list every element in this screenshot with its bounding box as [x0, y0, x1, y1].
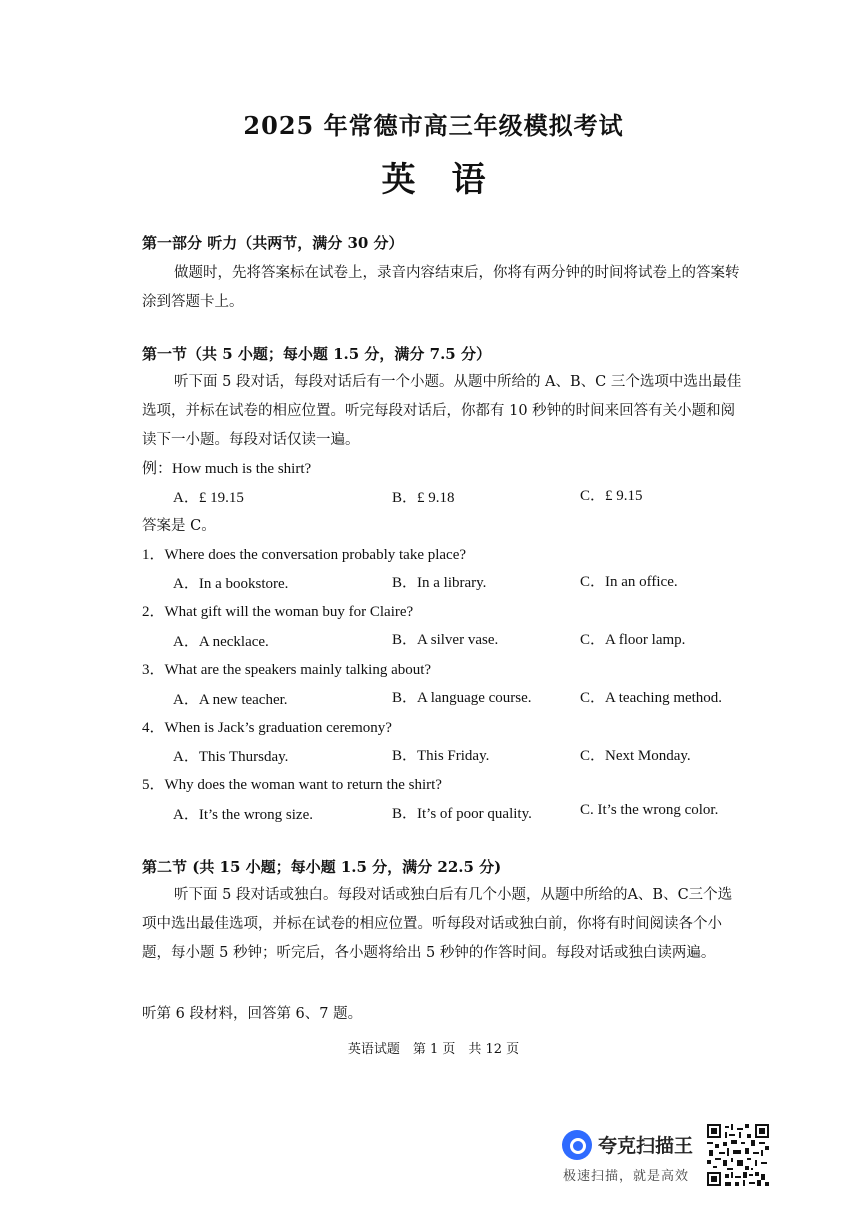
q1-option-c: C．In an office. [580, 574, 678, 590]
question-4: 4．When is Jack’s graduation ceremony? [142, 720, 392, 736]
part1-heading: 第一部分 听力（共两节，满分 30 分） [142, 234, 404, 252]
question-3: 3．What are the speakers mainly talking about? [142, 662, 432, 678]
exam-title: 2025 年常德市高三年级模拟考试 [243, 111, 624, 140]
page-footer: 英语试题 第 1 页 共 12 页 [347, 1042, 520, 1057]
section1-instructions: 听下面 5 段对话，每段对话后有一个小题。从题中所给的 A、B、C 三个选项中选出最佳选项，并标在试卷的相应位置。听完每段对话后，你都有 10 秒钟的时间来回答有关小题和阅读下一小题。每段对话仅读一遍。 [142, 374, 742, 448]
q3-option-a: A．A new teacher. [173, 692, 288, 708]
section2-instructions: 听下面 5 段对话或独白。每段对话或独白后有几个小题，从题中所给的A、B、C三个选项中选出最佳选项，并标在试卷的相应位置。听每段对话或独白前，你将有时间阅读各个小题，每小题 5 秒钟；听完后，各小题将给出 5 秒钟的作答时间。每段对话或独白读两遍。 [142, 887, 733, 961]
q2-option-b: B．A silver vase. [392, 632, 499, 648]
question-2: 2．What gift will the woman buy for Claire? [142, 604, 414, 620]
example-answer: 答案是 C。 [142, 518, 216, 534]
q2-option-a: A．A necklace. [173, 634, 269, 650]
q5-option-c: C. It’s the wrong color. [580, 802, 719, 818]
section1-heading: 第一节（共 5 小题；每小题 1.5 分，满分 7.5 分） [142, 345, 491, 363]
q3-option-c: C．A teaching method. [580, 690, 723, 706]
q4-option-c: C．Next Monday. [580, 748, 691, 764]
part1-intro: 做题时，先将答案标在试卷上，录音内容结束后，你将有两分钟的时间将试卷上的答案转涂到答题卡上。 [142, 265, 740, 310]
question-5: 5．Why does the woman want to return the shirt? [142, 777, 442, 793]
q5-option-a: A．It’s the wrong size. [173, 807, 313, 823]
watermark-tagline: 极速扫描，就是高效 [563, 1169, 690, 1184]
q4-option-a: A．This Thursday. [173, 749, 289, 765]
quark-logo-icon [562, 1130, 592, 1160]
example-option-c: C．£ 9.15 [580, 488, 643, 504]
qr-code-icon [707, 1124, 769, 1186]
q1-option-a: A．In a bookstore. [173, 576, 289, 592]
q5-option-b: B．It’s of poor quality. [392, 806, 532, 822]
section2-heading: 第二节 (共 15 小题；每小题 1.5 分，满分 22.5 分) [142, 858, 502, 876]
subject-title: 英语 [381, 160, 522, 200]
q3-option-b: B．A language course. [392, 690, 532, 706]
watermark-name: 夸克扫描王 [598, 1135, 694, 1157]
q2-option-c: C．A floor lamp. [580, 632, 686, 648]
example-option-b: B．£ 9.18 [392, 490, 455, 506]
example-option-a: A．£ 19.15 [173, 490, 244, 506]
example-question: 例：How much is the shirt? [142, 461, 312, 477]
q4-option-b: B．This Friday. [392, 748, 490, 764]
question-1: 1．Where does the conversation probably take place? [142, 547, 467, 563]
section2-material: 听第 6 段材料，回答第 6、7 题。 [142, 1006, 363, 1022]
q1-option-b: B．In a library. [392, 575, 487, 591]
